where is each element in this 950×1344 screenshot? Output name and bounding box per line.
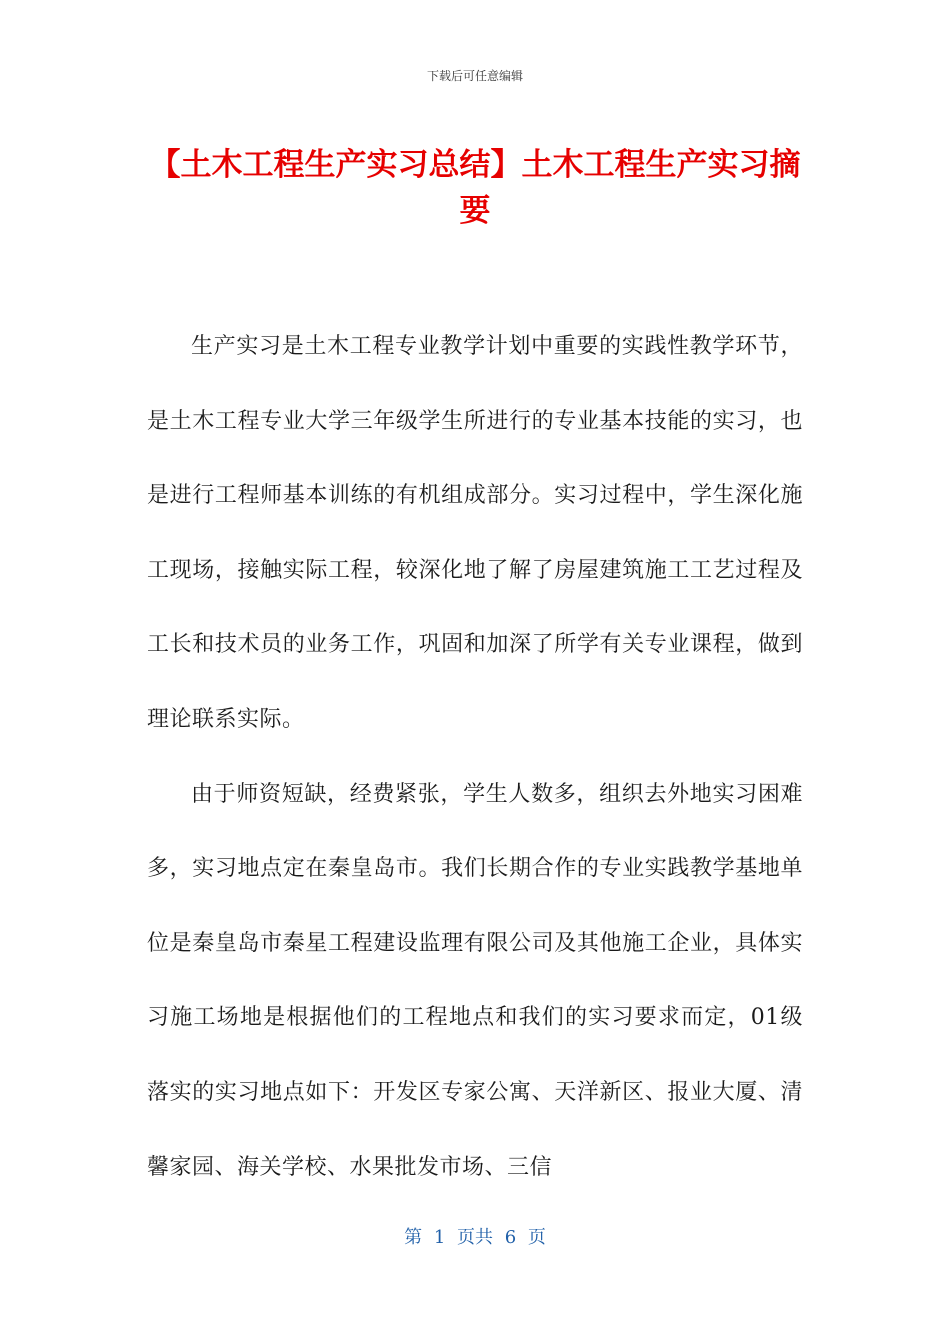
footer-suffix: 页 — [527, 1227, 546, 1248]
document-title: 【土木工程生产实习总结】土木工程生产实习摘要 — [149, 147, 801, 229]
paragraph-2: 由于师资短缺，经费紧张，学生人数多，组织去外地实习困难多，实习地点定在秦皇岛市。我们长期合作的专业实践教学基地单位是秦皇岛市秦星工程建设监理有限公司及其他施工企业，具体实习施工场地是根据他们的工程地点和我们的实习要求而定，01级落实的实习地点如下：开发区专家公寓、天洋新区、报业大厦、清馨家园、海关学校、水果批发市场、三信 — [147, 781, 803, 1180]
footer-prefix: 第 — [404, 1227, 423, 1248]
document-body — [147, 310, 803, 1205]
page-header-note: 下载后可任意编辑 — [426, 69, 523, 83]
footer-middle: 页共 — [457, 1227, 493, 1248]
footer-current-page: 1 — [433, 1227, 446, 1248]
footer-total-pages: 6 — [504, 1227, 517, 1248]
page-footer — [0, 1226, 950, 1250]
paragraph-1: 生产实习是土木工程专业教学计划中重要的实践性教学环节，是土木工程专业大学三年级学生所进行的专业基本技能的实习，也是进行工程师基本训练的有机组成部分。实习过程中，学生深化施工现场，接触实际工程，较深化地了解了房屋建筑施工工艺过程及工长和技术员的业务工作，巩固和加深了所学有关专业课程，做到理论联系实际。 — [147, 334, 803, 732]
